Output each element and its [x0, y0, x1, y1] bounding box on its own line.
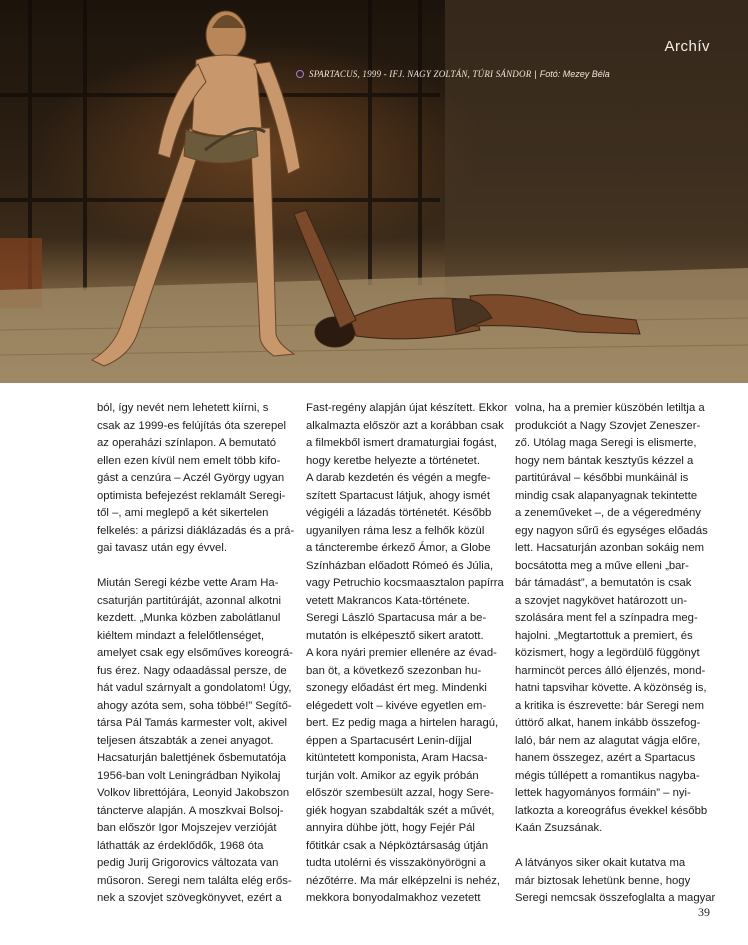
text-line: nek a szovjet szövegkönyvet, ezért a	[97, 892, 282, 904]
text-line: nézőtérre. Ma már elképzelni is nehéz,	[306, 874, 501, 887]
text-line: közismert, hogy a legördülő függönyt	[515, 647, 700, 659]
text-line: főtitkár csak a Népköztársaság útján	[306, 839, 489, 852]
ballet-scene-illustration	[0, 0, 748, 383]
text-line: ból, így nevét nem lehetett kiírni, s	[97, 402, 269, 414]
text-line: hanem összegez, azért a Spartacus	[515, 752, 696, 764]
text-line: bár támadást”, a bemutatón is csak	[515, 577, 692, 589]
text-line: csak az 1999-es felújítás óta szerepel	[97, 419, 287, 432]
text-column-1	[97, 400, 297, 908]
text-line: tudta utolérni és visszakönyörögni a	[306, 857, 486, 869]
text-line: szolására ment fel a színpadra meg-	[515, 612, 698, 624]
text-column-2	[306, 400, 506, 908]
text-line: bocsátotta meg a műve elleni „bar-	[515, 559, 689, 572]
text-line: Kaán Zsuzsának.	[515, 822, 603, 834]
text-line: láthatták az érdeklődők, 1968 óta	[97, 839, 264, 852]
text-line: kiéltem mindazt a felelőtlenséget,	[97, 629, 265, 642]
text-line: éppen a Spartacusért Lenin-díjjal	[306, 734, 472, 747]
text-line: fus érez. Nagy odaadással persze, de	[97, 664, 287, 677]
caption-separator: |	[534, 69, 537, 79]
paragraph-gap	[97, 558, 297, 576]
text-line: 1956-ban volt Leningrádban Nyikolaj	[97, 769, 281, 782]
text-line: vetett Makrancos Kata-története.	[306, 594, 470, 607]
text-line: bert. Ez pedig maga a hirtelen haragú,	[306, 717, 499, 729]
text-line: végigéli a lázadás történetét. Később	[306, 507, 492, 519]
text-line: optimista befejezést reklamált Seregi-	[97, 489, 286, 502]
text-line: alkalmazta először azt a korábban csak	[306, 419, 504, 432]
text-line: Színházban előadott Rómeó és Júlia,	[306, 559, 494, 572]
text-line: Fast-regény alapján újat készített. Ekkor	[306, 402, 508, 414]
text-line: vagy Petruchio kocsmaasztalon papírra	[306, 577, 504, 589]
text-line: gai tavasz után egy évvel.	[97, 542, 227, 554]
caption-title: SPARTACUS, 1999 - IFJ. NAGY ZOLTÁN, TÚRI SÁNDOR	[309, 69, 532, 79]
text-line: től –, ami meglepő a két sikertelen	[97, 507, 269, 519]
text-line: Volkov librettójára, Leonyid Jakobszon	[97, 787, 290, 799]
text-line: társa Pál Tamás karmester volt, akivel	[97, 717, 288, 729]
text-line: A látványos siker okait kutatva ma	[515, 857, 686, 869]
text-line: Miután Seregi kézbe vette Aram Ha-	[97, 577, 279, 589]
text-line: latkozta a koreográfus évekkel később	[515, 804, 708, 817]
stage-photo	[0, 0, 748, 383]
text-line: felkelés: a párizsi diáklázadás és a prá-	[97, 524, 295, 537]
text-line: úttörő alkat, hanem inkább összefog-	[515, 717, 701, 729]
text-line: kezdett. „Munka közben zabolátlanul	[97, 612, 281, 624]
text-line: egy nagyon sűrű és egységes előadás	[515, 524, 708, 537]
text-line: mekkora bonyodalmakhoz vezetett	[306, 892, 481, 904]
text-line: A kora nyári premier ellenére az évad-	[306, 647, 497, 659]
text-line: pedig Jurij Grigorovics változata van	[97, 857, 279, 869]
text-line: mutatón is elképesztő sikert aratott.	[306, 629, 484, 642]
text-line: ző. Utólag maga Seregi is elismerte,	[515, 437, 697, 449]
photo-credit: Fotó: Mezey Béla	[539, 69, 610, 79]
text-line: először szembesült azzal, hogy Sere-	[306, 787, 494, 799]
text-line: táncterve alapján. A moszkvai Bolsoj-	[97, 804, 284, 817]
text-line: a zeneműveket –, de a végeredmény	[515, 507, 701, 519]
text-line: a táncterembe érkező Ámor, a Globe	[306, 542, 491, 554]
caption-bullet-icon	[296, 70, 304, 78]
text-line: a kritika is észrevette: bár Seregi nem	[515, 699, 704, 712]
text-line: már biztosak lehetünk benne, hogy	[515, 874, 691, 887]
text-line: ban öt, a következő szezonban hu-	[306, 664, 482, 677]
text-line: volna, ha a premier küszöbén letiltja a	[515, 402, 705, 414]
text-line: szonegy előadást ért meg. Mindenki	[306, 682, 487, 694]
text-line: produkciót a Nagy Szovjet Zeneszer-	[515, 419, 701, 432]
text-column-3	[515, 400, 715, 908]
text-line: lettek hagyományos formáin” – nyi-	[515, 787, 691, 799]
text-line: hogy keretbe helyezte a történetet.	[306, 454, 480, 467]
text-line: csaturján partitúráját, azonnal alkotni	[97, 594, 281, 607]
text-line: lett. Hacsaturján azonban sokáig nem	[515, 542, 705, 554]
text-line: hajolni. „Megtartottuk a premiert, és	[515, 629, 693, 642]
paragraph-gap	[515, 838, 715, 856]
text-line: ellen ezen kívül nem emelt több kifo-	[97, 454, 281, 467]
text-line: partitúrával – későbbi munkáinál is	[515, 472, 689, 484]
text-line: ban először Igor Mojszejev verzióját	[97, 822, 277, 834]
text-line: teljesen átszabták a zenei anyagot.	[97, 734, 274, 747]
text-line: laló, bár nem az alagutat vágja előre,	[515, 734, 701, 747]
text-line: mindig csak alapanyagnak tekintette	[515, 489, 698, 502]
text-line: kitüntetett komponista, Aram Hacsa-	[306, 752, 488, 764]
text-line: A darab kezdetén és végén a megfe-	[306, 472, 491, 484]
page-number: 39	[698, 905, 710, 919]
text-line: Hacsaturján balettjének ősbemutatója	[97, 752, 287, 764]
text-line: mégis túllépett a romantikus nagyba-	[515, 769, 700, 782]
text-line: műsoron. Seregi nem találta elég erős-	[97, 874, 292, 887]
photo-caption	[296, 69, 610, 79]
text-line: az operaházi színlapon. A bemutató	[97, 437, 276, 449]
text-line: Seregi László Spartacusa már a be-	[306, 612, 487, 624]
text-line: a filmekből ismert dramaturgiai fogást,	[306, 437, 497, 449]
text-line: Seregi nemcsak összefoglalta a magyar	[515, 892, 716, 904]
text-line: turján volt. Amikor az egyik próbán	[306, 769, 479, 782]
text-line: a szovjet nagykövet határozott un-	[515, 594, 688, 607]
text-line: hogy nem bántak kesztyűs kézzel a	[515, 454, 694, 467]
text-line: amelyet csak egy elsőműves koreográ-	[97, 647, 293, 659]
text-line: giék hogyan szabdalták szét a művét,	[306, 804, 495, 817]
text-line: elégedett volt – kivéve egyetlen em-	[306, 699, 487, 712]
text-line: ugyanilyen rámа lesz a felhők közül	[306, 524, 485, 537]
section-label: Archív	[664, 38, 710, 55]
text-line: harmincöt perces álló éljenzés, mond-	[515, 664, 706, 677]
text-line: szített Spartacust látjuk, ahogy ismét	[306, 489, 490, 502]
text-line: gást a cenzúra – Aczél György ugyan	[97, 472, 285, 484]
text-line: annyira dühbe jött, hogy Fejér Pál	[306, 822, 475, 834]
text-line: ahogy azóta sem, soha többé!” Segítő-	[97, 699, 292, 712]
text-line: hatni tapsvihar követte. A közönség is,	[515, 682, 707, 694]
text-line: hát vadul szárnyalt a gondolatom! Úgy,	[97, 682, 292, 694]
